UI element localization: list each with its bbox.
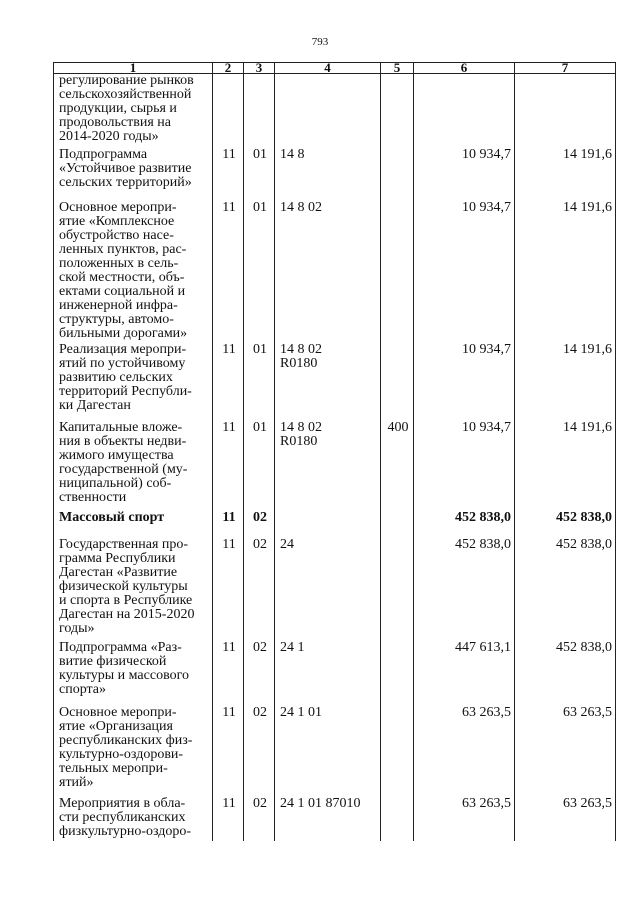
- column-header: 4: [275, 63, 381, 74]
- page-number: 793: [311, 36, 329, 48]
- amount-year-1: 63 263,5: [414, 706, 515, 797]
- section-code: 11: [213, 421, 244, 511]
- table-row: [54, 706, 616, 797]
- target-article-code: 14 8 02: [275, 201, 381, 343]
- amount-year-2: 63 263,5: [515, 706, 616, 797]
- amount-year-1: 452 838,0: [414, 538, 515, 641]
- section-code: 11: [213, 201, 244, 343]
- item-name: Массовый спорт: [54, 511, 213, 538]
- subsection-code: [244, 74, 275, 149]
- amount-year-2: [515, 74, 616, 149]
- budget-table: [53, 62, 616, 841]
- amount-year-2: 14 191,6: [515, 343, 616, 421]
- target-article-code: 14 8: [275, 148, 381, 201]
- section-code: 11: [213, 797, 244, 841]
- subsection-code: 02: [244, 511, 275, 538]
- subsection-code: 01: [244, 148, 275, 201]
- subsection-code: 01: [244, 421, 275, 511]
- item-name: регулирование рынков сельскохозяйственной продукции, сырья и продовольствия на 2014-2020 годы»: [54, 74, 213, 149]
- item-name: Реализация меропри- ятий по устойчивому развитию сельских территорий Республи- ки Дагестан: [54, 343, 213, 421]
- section-code: 11: [213, 511, 244, 538]
- amount-year-2: 452 838,0: [515, 641, 616, 706]
- section-code: 11: [213, 706, 244, 797]
- target-article-code: 14 8 02 R0180: [275, 343, 381, 421]
- subsection-code: 02: [244, 706, 275, 797]
- amount-year-1: [414, 74, 515, 149]
- amount-year-2: 452 838,0: [515, 511, 616, 538]
- subsection-code: 02: [244, 538, 275, 641]
- table-row: [54, 797, 616, 841]
- section-code: 11: [213, 343, 244, 421]
- table-row: [54, 511, 616, 538]
- amount-year-1: 63 263,5: [414, 797, 515, 841]
- amount-year-1: 10 934,7: [414, 148, 515, 201]
- table-row: [54, 343, 616, 421]
- section-code: [213, 74, 244, 149]
- column-header: 3: [244, 63, 275, 74]
- target-article-code: [275, 511, 381, 538]
- amount-year-2: 63 263,5: [515, 797, 616, 841]
- item-name: Основное меропри- ятие «Комплексное обустройство насе- ленных пунктов, рас- положенных в сель- ской местности, объ- ектами социальной и инженерной инфра- структуры, автомо- бильными дорогами»: [54, 201, 213, 343]
- amount-year-1: 10 934,7: [414, 343, 515, 421]
- amount-year-2: 14 191,6: [515, 201, 616, 343]
- table-header-row: [54, 63, 616, 74]
- expense-type-code: [381, 343, 414, 421]
- expense-type-code: [381, 641, 414, 706]
- subsection-code: 02: [244, 641, 275, 706]
- item-name: Государственная про- грамма Республики Дагестан «Развитие физической культуры и спорта в Республике Дагестан на 2015-2020 годы»: [54, 538, 213, 641]
- target-article-code: [275, 74, 381, 149]
- section-code: 11: [213, 538, 244, 641]
- item-name: Основное меропри- ятие «Организация республиканских физ- культурно-оздорови- тельных меропри- ятий»: [54, 706, 213, 797]
- subsection-code: 02: [244, 797, 275, 841]
- amount-year-1: 447 613,1: [414, 641, 515, 706]
- expense-type-code: [381, 148, 414, 201]
- table-row: [54, 421, 616, 511]
- expense-type-code: [381, 797, 414, 841]
- amount-year-2: 452 838,0: [515, 538, 616, 641]
- expense-type-code: [381, 538, 414, 641]
- section-code: 11: [213, 148, 244, 201]
- section-code: 11: [213, 641, 244, 706]
- amount-year-2: 14 191,6: [515, 421, 616, 511]
- expense-type-code: [381, 201, 414, 343]
- amount-year-1: 10 934,7: [414, 421, 515, 511]
- target-article-code: 14 8 02 R0180: [275, 421, 381, 511]
- expense-type-code: 400: [381, 421, 414, 511]
- subsection-code: 01: [244, 201, 275, 343]
- table-row: [54, 538, 616, 641]
- subsection-code: 01: [244, 343, 275, 421]
- expense-type-code: [381, 511, 414, 538]
- item-name: Капитальные вложе- ния в объекты недви- жимого имущества государственной (му- ниципальной) соб- ственности: [54, 421, 213, 511]
- item-name: Подпрограмма «Устойчивое развитие сельских территорий»: [54, 148, 213, 201]
- column-header: 6: [414, 63, 515, 74]
- expense-type-code: [381, 706, 414, 797]
- target-article-code: 24 1 01 87010: [275, 797, 381, 841]
- column-header: 7: [515, 63, 616, 74]
- item-name: Подпрограмма «Раз- витие физической культуры и массового спорта»: [54, 641, 213, 706]
- target-article-code: 24 1 01: [275, 706, 381, 797]
- amount-year-2: 14 191,6: [515, 148, 616, 201]
- table-row: [54, 641, 616, 706]
- column-header: 1: [54, 63, 213, 74]
- target-article-code: 24: [275, 538, 381, 641]
- item-name: Мероприятия в обла- сти республиканских физкультурно-оздоро-: [54, 797, 213, 841]
- target-article-code: 24 1: [275, 641, 381, 706]
- column-header: 5: [381, 63, 414, 74]
- table-row: [54, 74, 616, 149]
- table-row: [54, 148, 616, 201]
- amount-year-1: 452 838,0: [414, 511, 515, 538]
- column-header: 2: [213, 63, 244, 74]
- amount-year-1: 10 934,7: [414, 201, 515, 343]
- expense-type-code: [381, 74, 414, 149]
- table-row: [54, 201, 616, 343]
